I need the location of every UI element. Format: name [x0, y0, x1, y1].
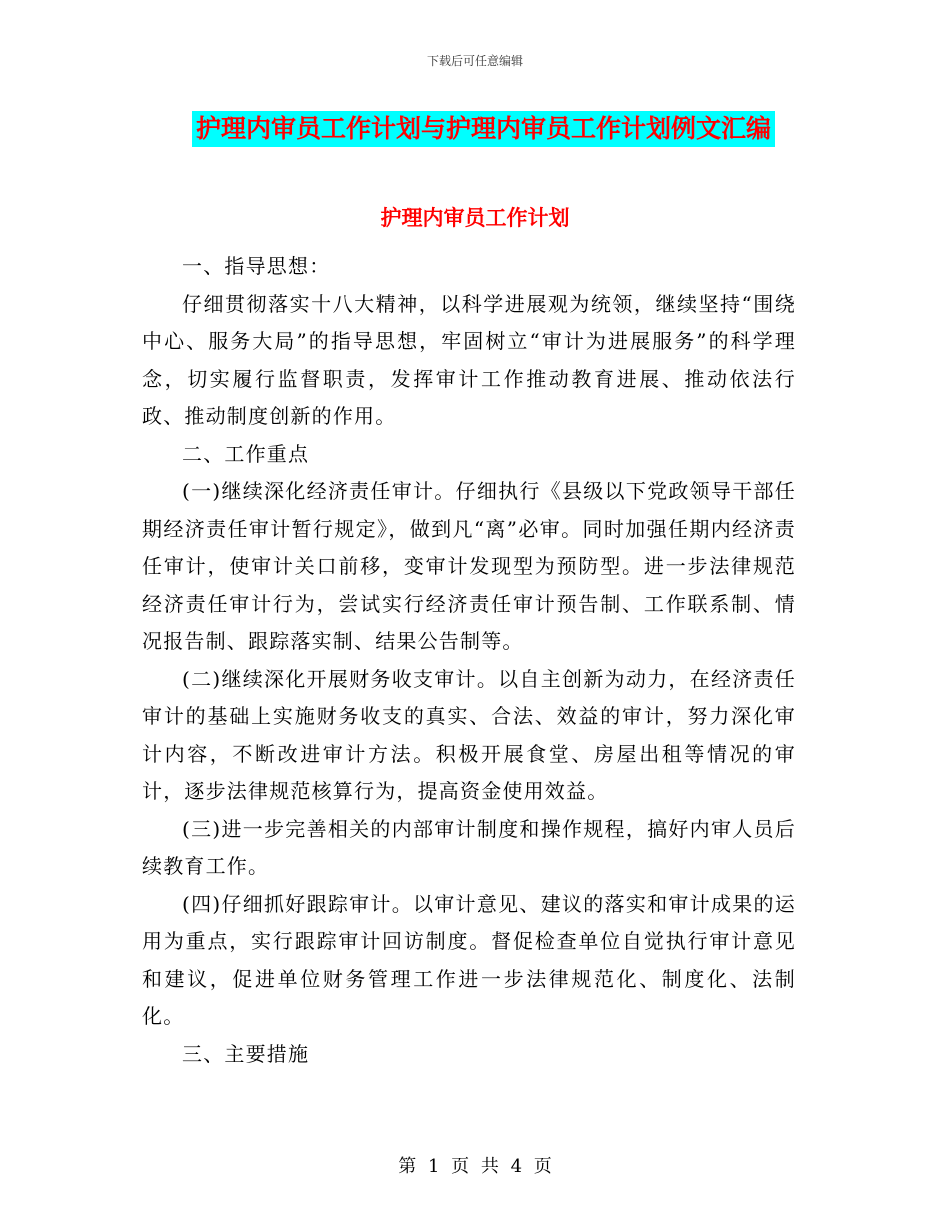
paragraph-focus-4: (四)仔细抓好跟踪审计。以审计意见、建议的落实和审计成果的运用为重点，实行跟踪审计回访制度。督促检查单位自觉执行审计意见和建议，促进单位财务管理工作进一步法律规范化、制度化、法制化。	[142, 891, 796, 1028]
paragraph-focus-1: (一)继续深化经济责任审计。仔细执行《县级以下党政领导干部任期经济责任审计暂行规定》，做到凡“离”必审。同时加强任期内经济责任审计，使审计关口前移，变审计发现型为预防型。进一步法律规范经济责任审计行为，尝试实行经济责任审计预告制、工作联系制、情况报告制、跟踪落实制、结果公告制等。	[142, 479, 796, 653]
page-number-footer: 第 1 页 共 4 页	[398, 1156, 552, 1177]
header-note: 下载后可任意编辑	[426, 54, 523, 68]
paragraph-focus-2: (二)继续深化开展财务收支审计。以自主创新为动力，在经济责任审计的基础上实施财务收支的真实、合法、效益的审计，努力深化审计内容，不断改进审计方法。积极开展食堂、房屋出租等情况的审计，逐步法律规范核算行为，提高资金使用效益。	[142, 666, 796, 803]
paragraph-focus-3: (三)进一步完善相关的内部审计制度和操作规程，搞好内审人员后续教育工作。	[142, 816, 796, 878]
heading-guiding-thought: 一、指导思想：	[182, 254, 331, 278]
paragraph-guiding-thought: 仔细贯彻落实十八大精神，以科学进展观为统领，继续坚持“围绕中心、服务大局”的指导思想，牢固树立“审计为进展服务”的科学理念，切实履行监督职责，发挥审计工作推动教育进展、推动依法行政、推动制度创新的作用。	[142, 291, 796, 428]
section-title: 护理内审员工作计划	[380, 206, 570, 230]
heading-work-focus: 二、工作重点	[182, 441, 310, 466]
document-main-title: 护理内审员工作计划与护理内审员工作计划例文汇编	[192, 111, 775, 147]
heading-main-measures: 三、主要措施	[182, 1041, 310, 1066]
document-body	[142, 248, 796, 1073]
